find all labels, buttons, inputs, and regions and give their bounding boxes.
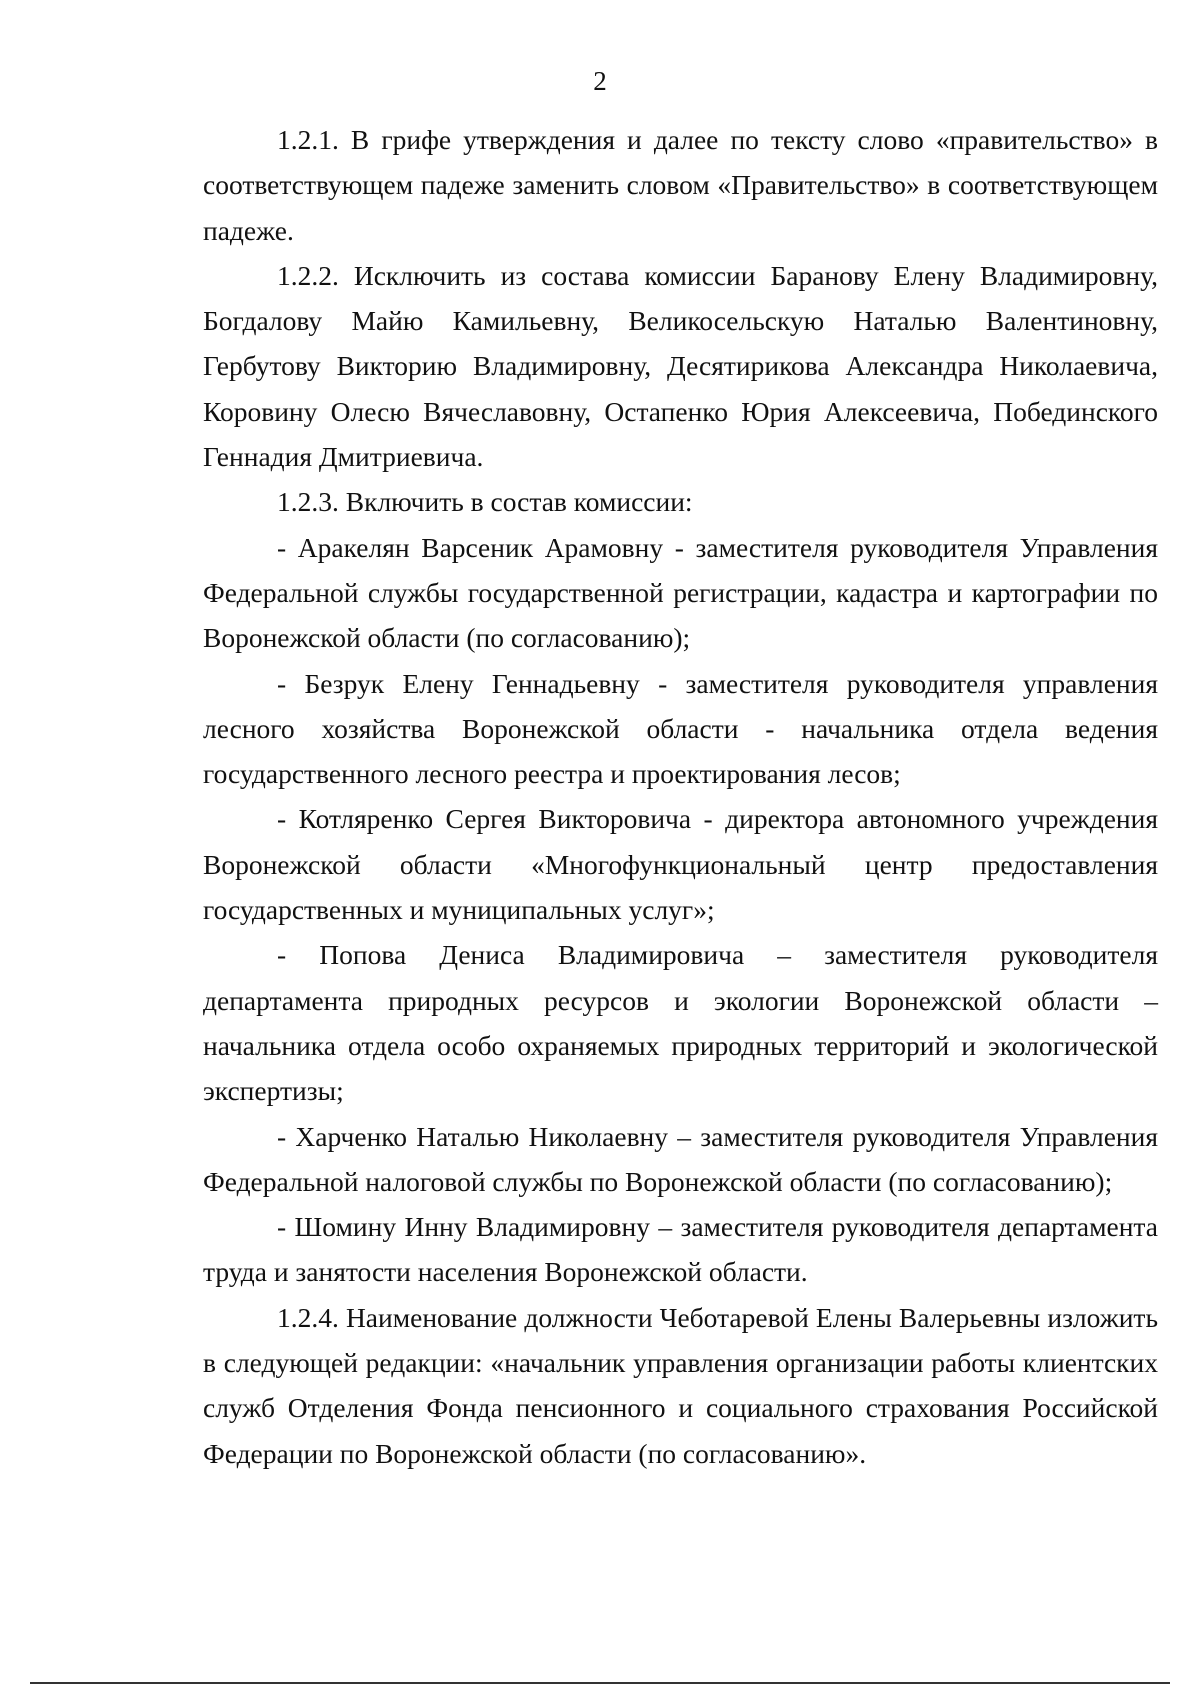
paragraph-1-2-1: 1.2.1. В грифе утверждения и далее по тексту слово «правительство» в соответствующем падеже заменить словом «Правительство» в соответствующем падеже. bbox=[203, 124, 1158, 246]
list-item-popov: - Попова Дениса Владимировича – заместителя руководителя департамента природных ресурсов и экологии Воронежской области – начальника отдела особо охраняемых природных территорий и экологической экспертизы; bbox=[203, 939, 1158, 1107]
list-item-kotlyarenko: - Котляренко Сергея Викторовича - директора автономного учреждения Воронежской области «Многофункциональный центр предоставления государственных и муниципальных услуг»; bbox=[203, 803, 1158, 926]
bottom-scan-edge-line bbox=[30, 1682, 1170, 1684]
list-item-shomina: - Шомину Инну Владимировну – заместителя руководителя департамента труда и занятости населения Воронежской области. bbox=[203, 1211, 1158, 1288]
list-item-kharchenko: - Харченко Наталью Николаевну – заместителя руководителя Управления Федеральной налоговой службы по Воронежской области (по согласованию); bbox=[203, 1120, 1158, 1197]
paragraph-1-2-3: 1.2.3. Включить в состав комиссии: bbox=[277, 486, 693, 518]
list-item-bezruk: - Безрук Елену Геннадьевну - заместителя руководителя управления лесного хозяйства Воронежской области - начальника отдела ведения государственного лесного реестра и проектирования лесов; bbox=[203, 667, 1158, 790]
paragraph-1-2-2: 1.2.2. Исключить из состава комиссии Баранову Елену Владимировну, Богдалову Майю Камильевну, Великосельскую Наталью Валентиновну, Гербутову Викторию Владимировну, Десятирикова Александра Николаевича, Коровину Олесю Вячеславовну, Остапенко Юрия Алексеевича, Побединского Геннадия Дмитриевича. bbox=[203, 259, 1158, 473]
list-item-arakelyan: - Аракелян Варсеник Арамовну - заместителя руководителя Управления Федеральной службы государственной регистрации, кадастра и картографии по Воронежской области (по согласованию); bbox=[203, 531, 1158, 654]
paragraph-1-2-4: 1.2.4. Наименование должности Чеботаревой Елены Валерьевны изложить в следующей редакции: «начальник управления организации работы клиентских служб Отделения Фонда пенсионного и социального страхования Российской Федерации по Воронежской области (по согласованию». bbox=[203, 1301, 1158, 1469]
document-body bbox=[203, 117, 1158, 1476]
page-number: 2 bbox=[593, 66, 607, 96]
